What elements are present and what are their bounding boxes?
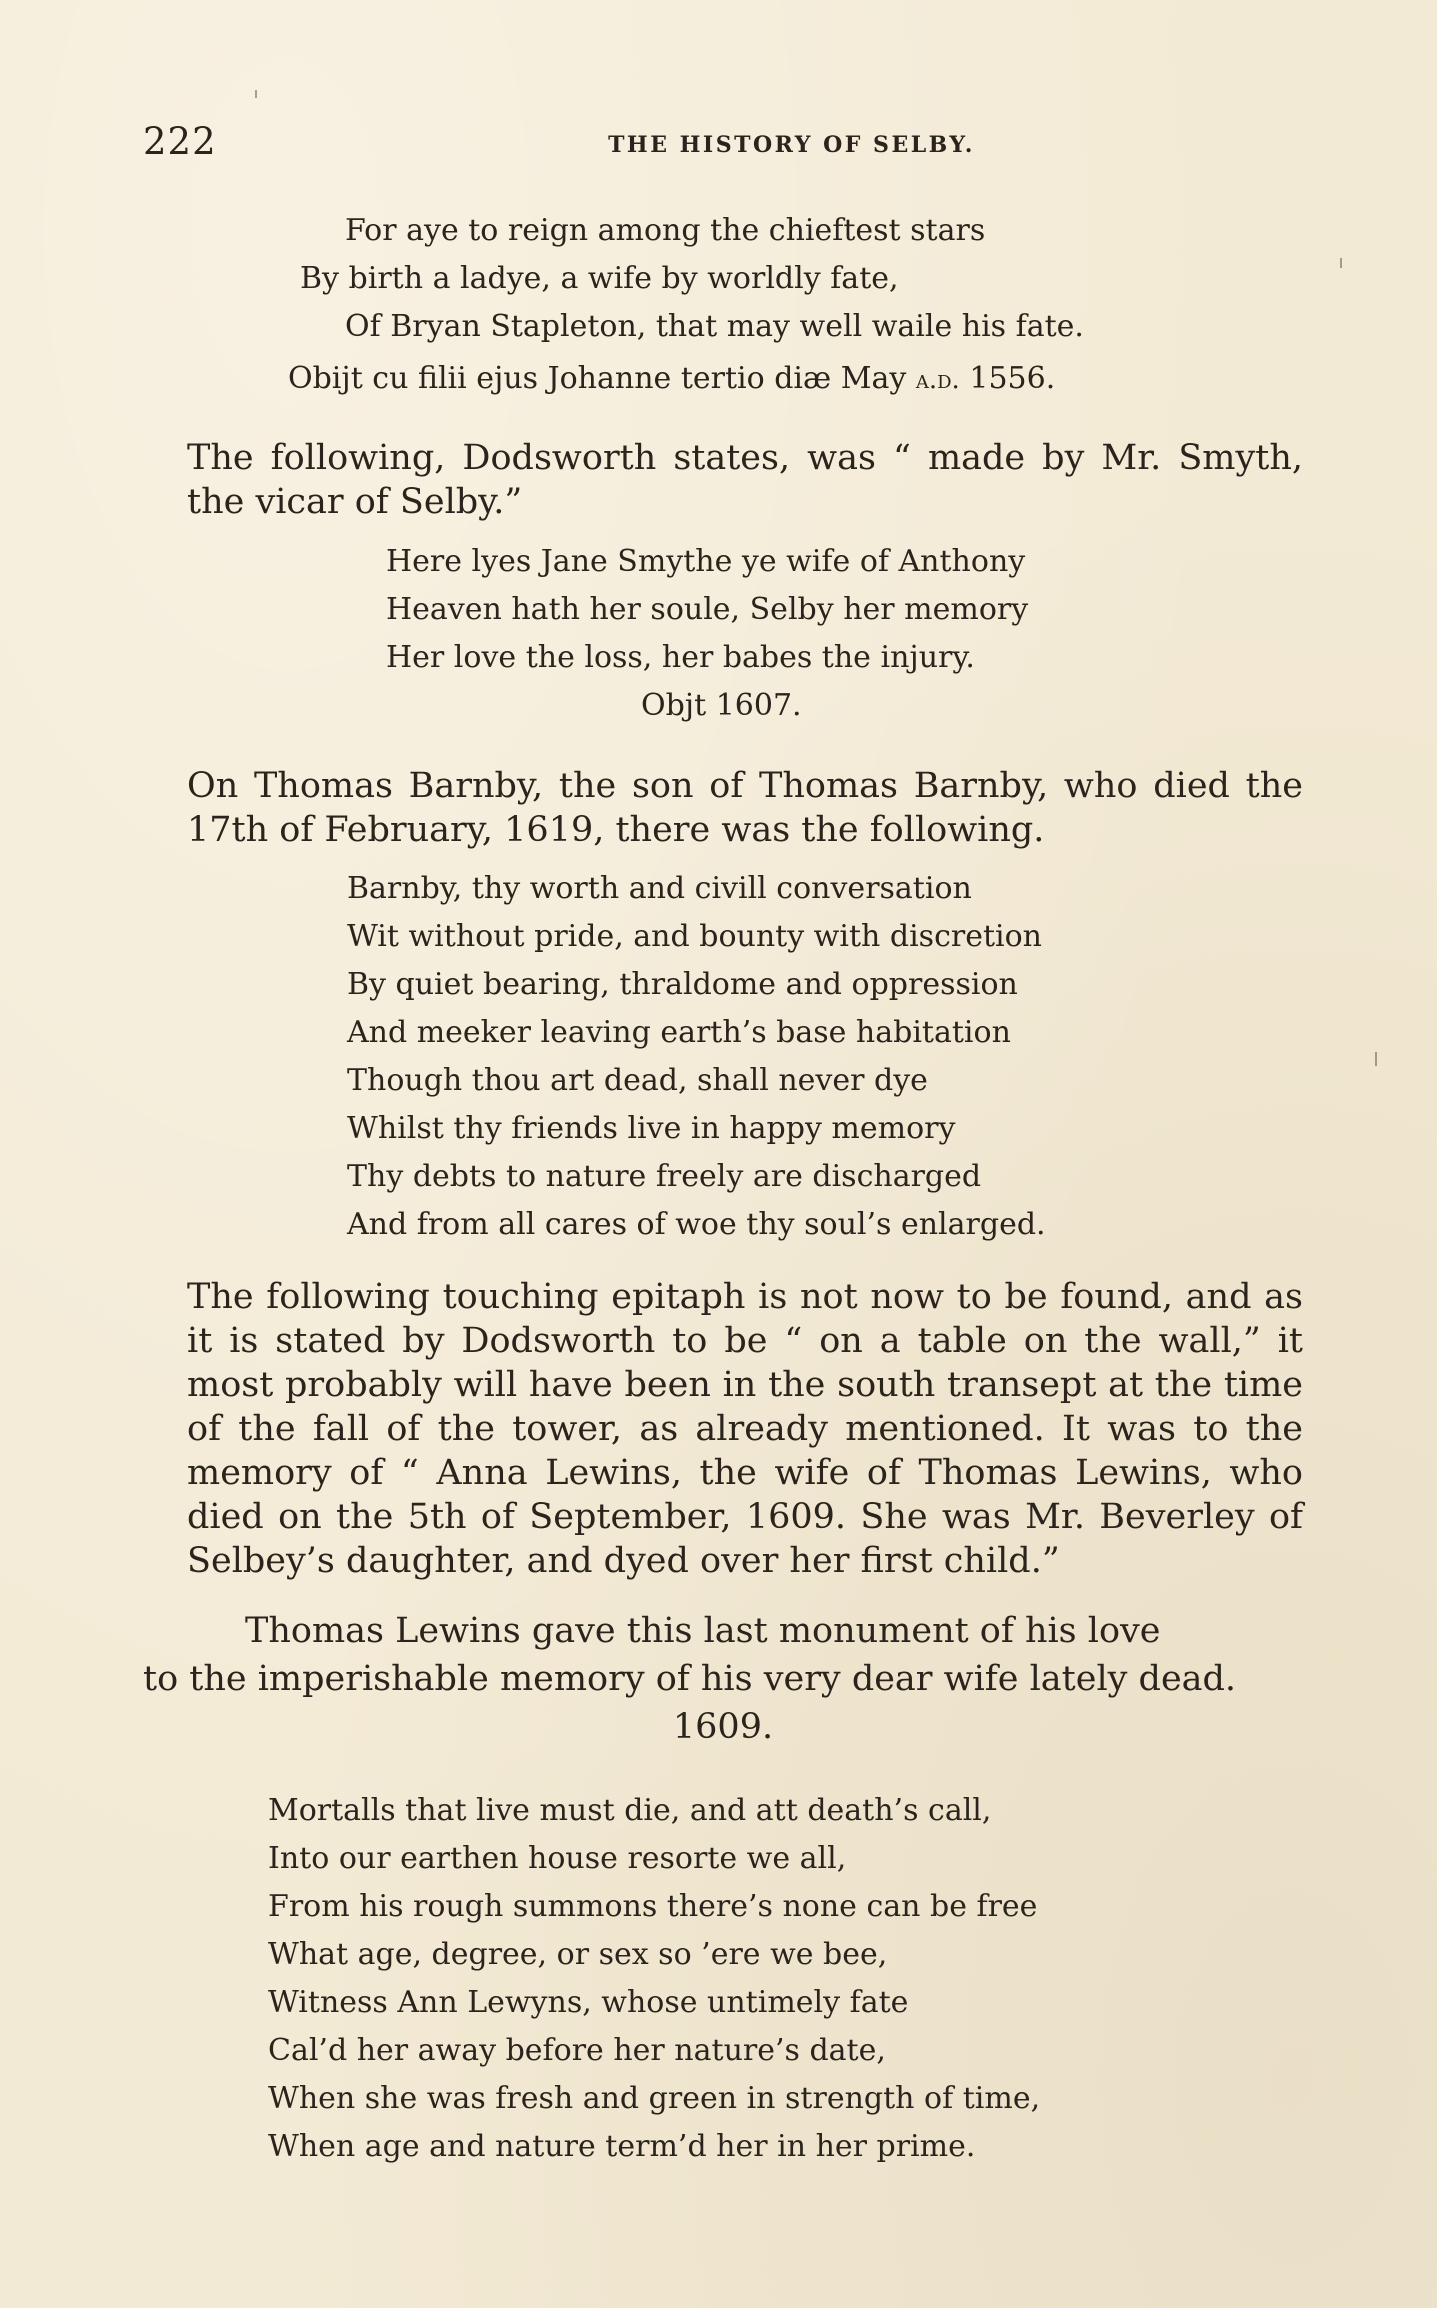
paragraph-barnby (143, 764, 1303, 852)
paragraph-text: The following touching epitaph is not now to be found, and as it is stated by Dodsworth to be “ on a table on the wall,” it most probably will have been in the south transept at the time of the fall of the tower, as already mentioned. It was to the memory of “ Anna Lewins, the wife of Thomas Lewins, who died on the 5th of September, 1609. She was Mr. Beverley of Selbey’s daughter, and dyed over her first child.” (187, 1277, 1303, 1581)
obit-line (288, 355, 1300, 404)
verse-line: And meeker leaving earth’s base habitation (347, 1015, 1011, 1050)
verse-line: Though thou art dead, shall never dye (347, 1063, 928, 1098)
verse-line: When she was fresh and green in strength of time, (268, 2081, 1041, 2116)
verse-line: Thy debts to nature freely are discharged (347, 1159, 982, 1194)
obit-era: a.d. (915, 365, 960, 395)
monument-line: Thomas Lewins gave this last monument of his love (245, 1611, 1161, 1651)
verse-smythe (386, 538, 1186, 730)
running-head: THE HISTORY OF SELBY. (608, 132, 975, 158)
page-number: 222 (143, 120, 217, 163)
obit-line: Objt 1607. (641, 688, 802, 723)
verse-line: Into our earthen house resorte we all, (268, 1841, 847, 1876)
verse-line: Here lyes Jane Smythe ye wife of Anthony (386, 544, 1026, 579)
paragraph-lewins (143, 1275, 1303, 1583)
verse-line: Whilst thy friends live in happy memory (347, 1111, 956, 1146)
verse-line: Wit without pride, and bounty with discretion (347, 919, 1042, 954)
verse-line: What age, degree, or sex so ’ere we bee, (268, 1937, 888, 1972)
verse-line: When age and nature term’d her in her prime. (268, 2129, 976, 2164)
monument-year: 1609. (672, 1707, 774, 1747)
obit-text: Obijt cu filii ejus Johanne tertio diæ May (288, 361, 907, 396)
paragraph-text: The following, Dodsworth states, was “ made by Mr. Smyth, the vicar of Selby.” (187, 438, 1303, 522)
print-speck (1340, 258, 1342, 268)
verse-line: Mortalls that live must die, and att death’s call, (268, 1793, 992, 1828)
verse-barnby (347, 865, 1247, 1249)
print-speck (255, 90, 257, 98)
print-speck (1375, 1052, 1377, 1066)
verse-line: Heaven hath her soule, Selby her memory (386, 592, 1029, 627)
paragraph-text: On Thomas Barnby, the son of Thomas Barnby, who died the 17th of February, 1619, there was the following. (187, 766, 1303, 850)
verse-line: Of Bryan Stapleton, that may well waile his fate. (345, 309, 1084, 344)
verse-line: Witness Ann Lewyns, whose untimely fate (268, 1985, 909, 2020)
verse-line: Cal’d her away before her nature’s date, (268, 2033, 886, 2068)
verse-line: Her love the loss, her babes the injury. (386, 640, 975, 675)
monument-line: to the imperishable memory of his very dear wife lately dead. (143, 1659, 1237, 1699)
verse-line: And from all cares of woe thy soul’s enlarged. (347, 1207, 1046, 1242)
verse-line: Barnby, thy worth and civill conversation (347, 871, 972, 906)
verse-line: By birth a ladye, a wife by worldly fate, (300, 261, 899, 296)
page-header (143, 120, 1300, 164)
obit-year: 1556. (969, 361, 1056, 396)
verse-stapleton (288, 207, 1300, 404)
verse-line: From his rough summons there’s none can be free (268, 1889, 1038, 1924)
monument-inscription (143, 1607, 1303, 1751)
verse-line: For aye to reign among the chieftest stars (345, 213, 986, 248)
verse-lewins (268, 1787, 1268, 2171)
paragraph-smyth (143, 436, 1303, 524)
verse-line: By quiet bearing, thraldome and oppression (347, 967, 1018, 1002)
